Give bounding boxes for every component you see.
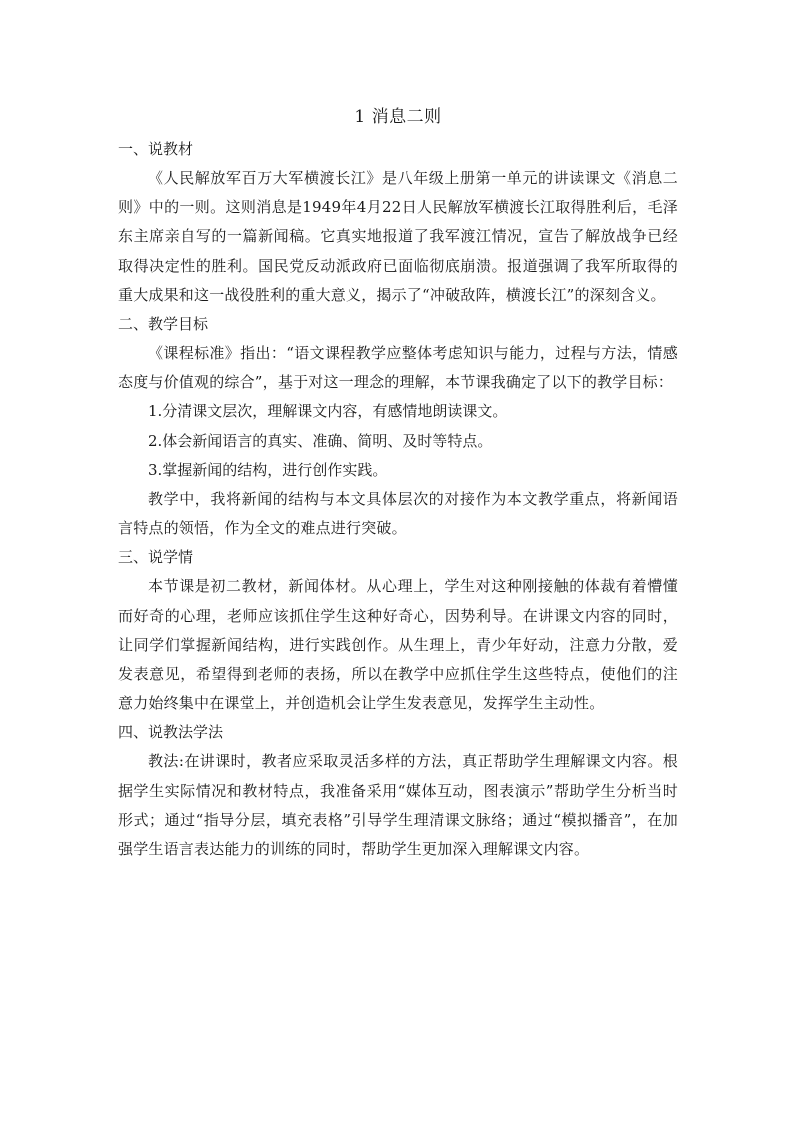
section-methods (118, 718, 678, 864)
section-heading: 二、教学目标 (118, 315, 209, 334)
section-paragraph: 教学中，我将新闻的结构与本文具体层次的对接作为本文教学重点，将新闻语言特点的领悟，作为全文的难点进行突破。 (118, 490, 678, 538)
section-textbook (118, 135, 678, 310)
document-body (118, 102, 678, 864)
section-learners (118, 543, 678, 718)
document-title: 1 消息二则 (354, 107, 442, 127)
section-paragraph: 《人民解放军百万大军横渡长江》是八年级上册第一单元的讲读课文《消息二则》中的一则。这则消息是1949年4月22日人民解放军横渡长江取得胜利后，毛泽东主席亲自写的一篇新闻稿。它真实地报道了我军渡江情况，宣告了解放战争已经取得决定性的胜利。国民党反动派政府已面临彻底崩溃。报道强调了我军所取得的重大成果和这一战役胜利的重大意义，揭示了“冲破敌阵，横渡长江”的深刻含义。 (118, 169, 678, 304)
goal-item: 2.体会新闻语言的真实、准确、简明、及时等特点。 (148, 431, 493, 450)
goal-item: 1.分清课文层次，理解课文内容，有感情地朗读课文。 (148, 402, 508, 421)
section-heading: 四、说教法学法 (118, 723, 224, 742)
goal-item: 3.掌握新闻的结构，进行创作实践。 (148, 460, 388, 479)
section-heading: 一、说教材 (118, 140, 194, 158)
section-paragraph: 《课程标准》指出：“语文课程教学应整体考虑知识与能力，过程与方法，情感态度与价值观的综合”，基于对这一理念的理解，本节课我确定了以下的教学目标： (118, 344, 678, 392)
section-teaching-goals (118, 310, 678, 543)
section-paragraph: 教法:在讲课时，教者应采取灵活多样的方法，真正帮助学生理解课文内容。根据学生实际情况和教材特点，我准备采用“媒体互动，图表演示”帮助学生分析当时形式；通过“指导分层，填充表格”引导学生理清课文脉络；通过“模拟播音”，在加强学生语言表达能力的训练的同时，帮助学生更加深入理解课文内容。 (118, 752, 678, 859)
section-paragraph: 本节课是初二教材，新闻体材。从心理上，学生对这种刚接触的体裁有着懵懂而好奇的心理，老师应该抓住学生这种好奇心，因势利导。在讲课文内容的同时，让同学们掌握新闻结构，进行实践创作。从生理上，青少年好动，注意力分散，爱发表意见，希望得到老师的表扬，所以在教学中应抓住学生这些特点，使他们的注意力始终集中在课堂上，并创造机会让学生发表意见，发挥学生主动性。 (118, 577, 678, 713)
section-heading: 三、说学情 (118, 548, 194, 567)
